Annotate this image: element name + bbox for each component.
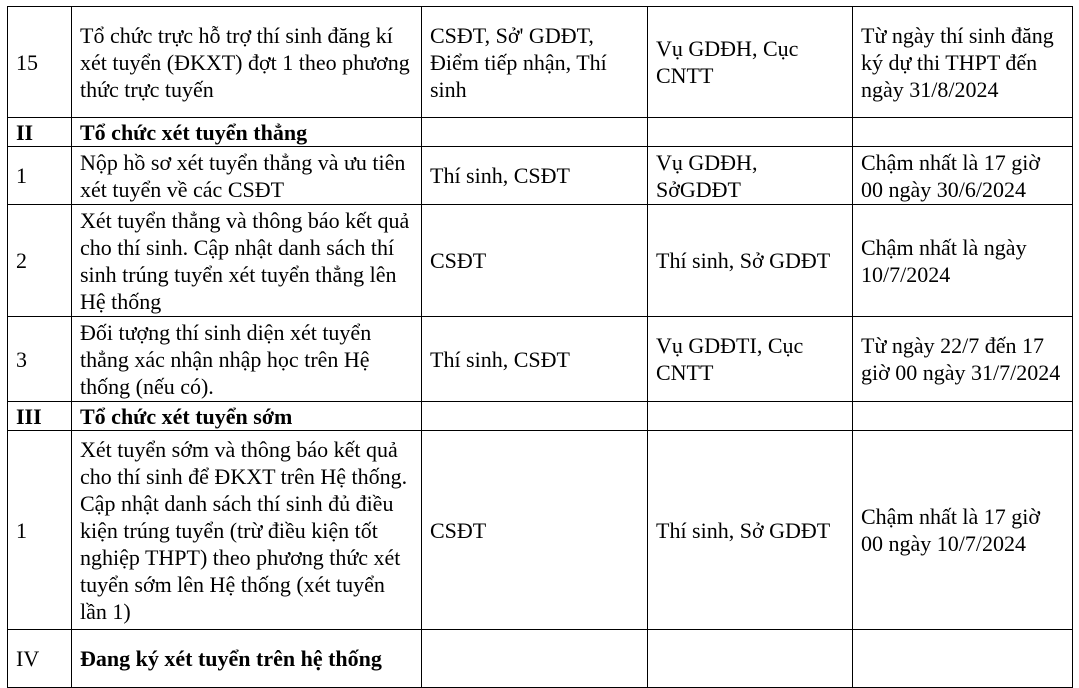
- schedule-table: [7, 6, 1073, 688]
- coordinating-cell: Vụ GDĐH, SởGDĐT: [648, 147, 853, 205]
- table-row: [8, 7, 1073, 118]
- time-cell: Từ ngày thí sinh đăng ký dự thi THPT đến ngày 31/8/2024: [853, 7, 1073, 118]
- responsible-cell: [422, 630, 648, 688]
- section-row: [8, 118, 1073, 147]
- responsible-cell: [422, 402, 648, 431]
- task-cell: Tổ chức trực hỗ trợ thí sinh đăng kí xét tuyển (ĐKXT) đợt 1 theo phương thức trực tuyến: [72, 7, 422, 118]
- section-title: Đang ký xét tuyển trên hệ thống: [72, 630, 422, 688]
- responsible-cell: Thí sinh, CSĐT: [422, 147, 648, 205]
- table-row: [8, 431, 1073, 630]
- section-number: III: [8, 402, 72, 431]
- time-cell: Chậm nhất là 17 giờ 00 ngày 10/7/2024: [853, 431, 1073, 630]
- section-number: II: [8, 118, 72, 147]
- time-cell: Chậm nhất là ngày 10/7/2024: [853, 205, 1073, 317]
- time-cell: [853, 402, 1073, 431]
- section-row: [8, 630, 1073, 688]
- coordinating-cell: [648, 118, 853, 147]
- row-number: 1: [8, 431, 72, 630]
- coordinating-cell: [648, 402, 853, 431]
- section-title: Tổ chức xét tuyển thẳng: [72, 118, 422, 147]
- section-row: [8, 402, 1073, 431]
- table-row: [8, 317, 1073, 402]
- table-row: [8, 147, 1073, 205]
- responsible-cell: CSĐT: [422, 431, 648, 630]
- row-number: 3: [8, 317, 72, 402]
- responsible-cell: CSĐT, Sở' GDĐT, Điểm tiếp nhận, Thí sinh: [422, 7, 648, 118]
- responsible-cell: CSĐT: [422, 205, 648, 317]
- coordinating-cell: Vụ GDĐTI, Cục CNTT: [648, 317, 853, 402]
- row-number: 1: [8, 147, 72, 205]
- coordinating-cell: Vụ GDĐH, Cục CNTT: [648, 7, 853, 118]
- section-number: IV: [8, 630, 72, 688]
- row-number: 15: [8, 7, 72, 118]
- responsible-cell: Thí sinh, CSĐT: [422, 317, 648, 402]
- time-cell: Chậm nhất là 17 giờ 00 ngày 30/6/2024: [853, 147, 1073, 205]
- task-cell: Nộp hồ sơ xét tuyển thẳng và ưu tiên xét tuyển về các CSĐT: [72, 147, 422, 205]
- section-title: Tổ chức xét tuyển sớm: [72, 402, 422, 431]
- responsible-cell: [422, 118, 648, 147]
- row-number: 2: [8, 205, 72, 317]
- coordinating-cell: Thí sinh, Sở GDĐT: [648, 205, 853, 317]
- coordinating-cell: [648, 630, 853, 688]
- task-cell: Đối tượng thí sinh diện xét tuyển thẳng xác nhận nhập học trên Hệ thống (nếu có).: [72, 317, 422, 402]
- task-cell: Xét tuyển thẳng và thông báo kết quả cho thí sinh. Cập nhật danh sách thí sinh trúng tuyển xét tuyển thẳng lên Hệ thống: [72, 205, 422, 317]
- time-cell: [853, 630, 1073, 688]
- task-cell: Xét tuyển sớm và thông báo kết quả cho thí sinh để ĐKXT trên Hệ thống. Cập nhật danh sách thí sinh đủ điều kiện trúng tuyển (trừ điều kiện tốt nghiệp THPT) theo phương thức xét tuyển sớm lên Hệ thống (xét tuyển lần 1): [72, 431, 422, 630]
- coordinating-cell: Thí sinh, Sở GDĐT: [648, 431, 853, 630]
- time-cell: Từ ngày 22/7 đến 17 giờ 00 ngày 31/7/2024: [853, 317, 1073, 402]
- table-row: [8, 205, 1073, 317]
- time-cell: [853, 118, 1073, 147]
